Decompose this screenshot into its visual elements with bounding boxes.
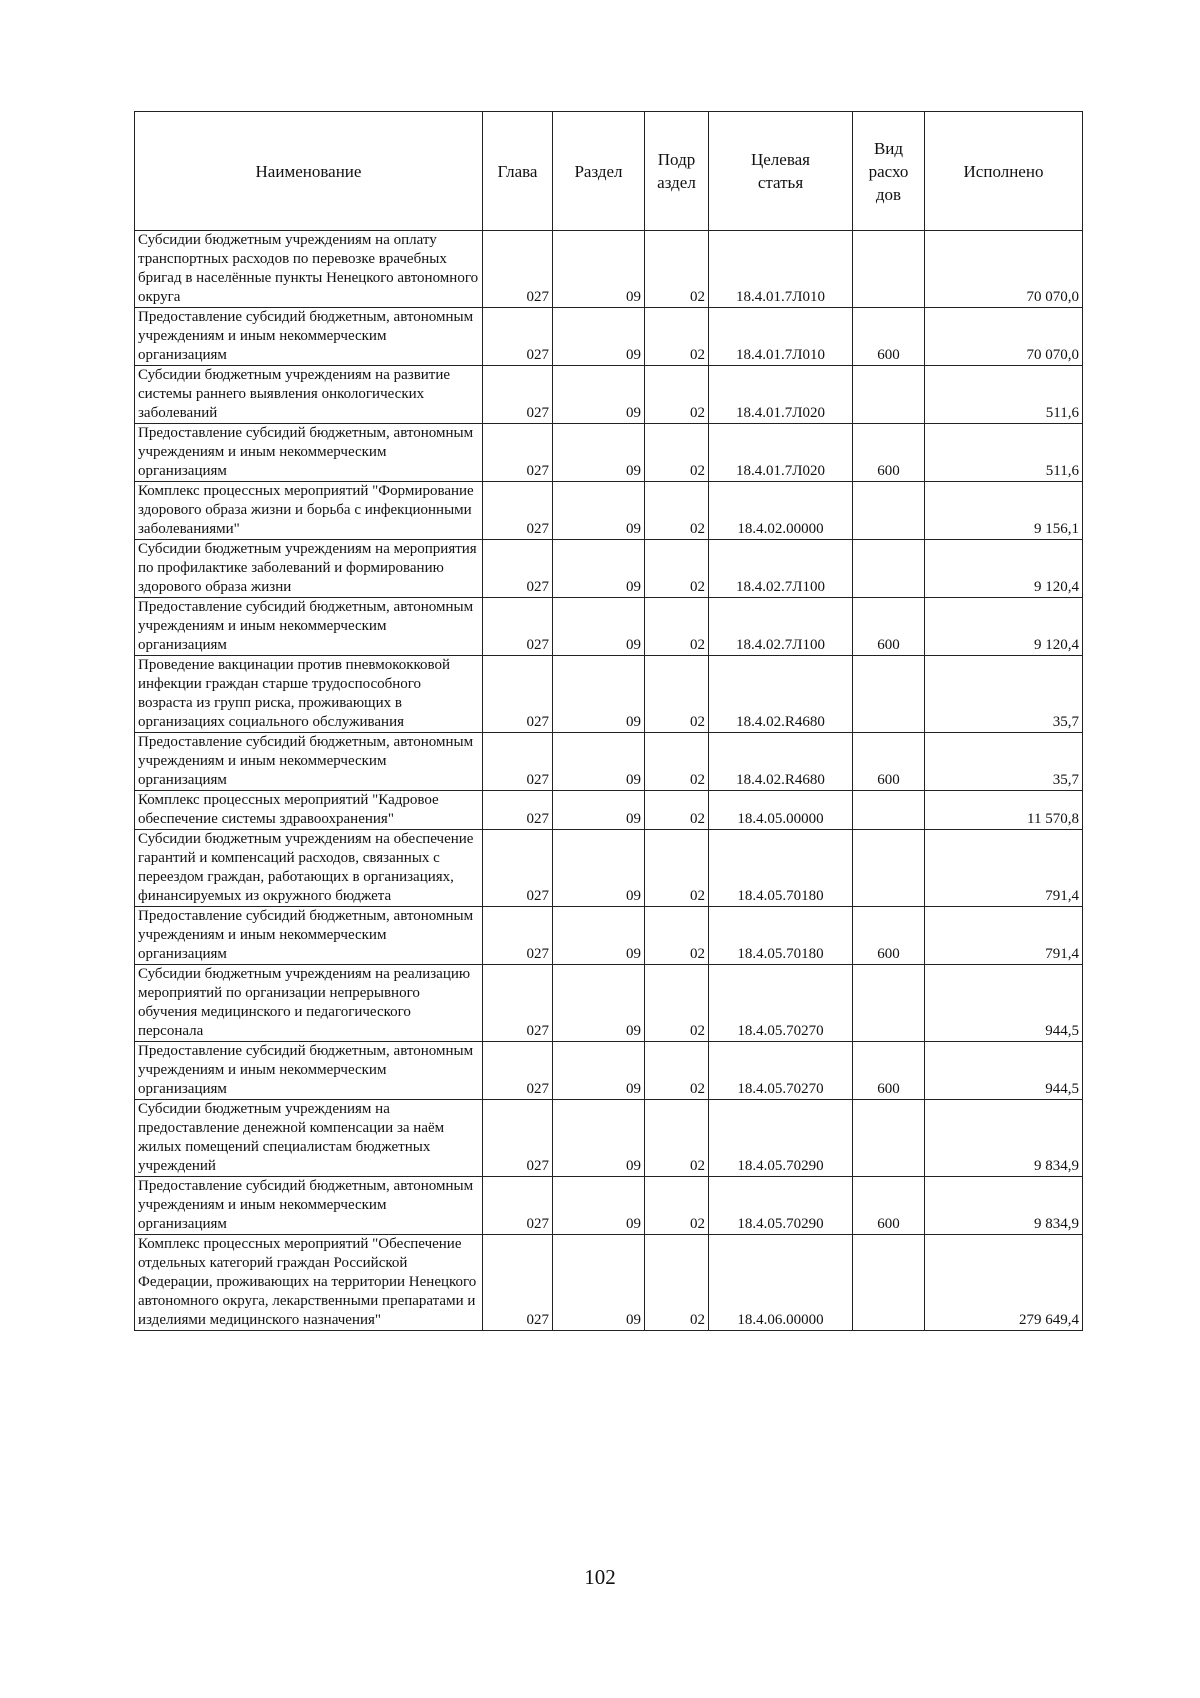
cell-section: 09 — [553, 1042, 645, 1100]
cell-name: Субсидии бюджетным учреждениям на предоставление денежной компенсации за наём жилых помещений специалистам бюджетных учреждений — [135, 1100, 483, 1177]
cell-chapter: 027 — [483, 830, 553, 907]
cell-executed: 511,6 — [925, 424, 1083, 482]
cell-kind — [853, 231, 925, 308]
cell-executed: 944,5 — [925, 1042, 1083, 1100]
cell-section: 09 — [553, 830, 645, 907]
cell-name: Субсидии бюджетным учреждениям на реализацию мероприятий по организации непрерывного обучения медицинского и педагогического персонала — [135, 965, 483, 1042]
header-target: Целевая статья — [709, 112, 853, 231]
page-number: 102 — [584, 1565, 616, 1589]
table-row — [135, 1042, 1083, 1100]
cell-chapter: 027 — [483, 791, 553, 830]
cell-chapter: 027 — [483, 598, 553, 656]
cell-chapter: 027 — [483, 540, 553, 598]
cell-kind: 600 — [853, 1177, 925, 1235]
cell-kind — [853, 965, 925, 1042]
cell-section: 09 — [553, 1235, 645, 1331]
table-row — [135, 424, 1083, 482]
cell-name: Предоставление субсидий бюджетным, автономным учреждениям и иным некоммерческим организациям — [135, 733, 483, 791]
table-row — [135, 656, 1083, 733]
cell-executed: 9 120,4 — [925, 598, 1083, 656]
cell-target: 18.4.05.70290 — [709, 1100, 853, 1177]
cell-section: 09 — [553, 482, 645, 540]
cell-target: 18.4.01.7Л020 — [709, 424, 853, 482]
cell-executed: 35,7 — [925, 733, 1083, 791]
cell-subsection: 02 — [645, 482, 709, 540]
table-row — [135, 907, 1083, 965]
cell-subsection: 02 — [645, 366, 709, 424]
budget-table — [134, 111, 1083, 1331]
table-row — [135, 482, 1083, 540]
cell-target: 18.4.02.R4680 — [709, 656, 853, 733]
cell-chapter: 027 — [483, 482, 553, 540]
cell-target: 18.4.05.70290 — [709, 1177, 853, 1235]
table-header-row — [135, 112, 1083, 231]
cell-executed: 944,5 — [925, 965, 1083, 1042]
table-row — [135, 366, 1083, 424]
table-row — [135, 540, 1083, 598]
cell-name: Предоставление субсидий бюджетным, автономным учреждениям и иным некоммерческим организациям — [135, 598, 483, 656]
cell-subsection: 02 — [645, 733, 709, 791]
cell-kind: 600 — [853, 598, 925, 656]
cell-executed: 791,4 — [925, 907, 1083, 965]
header-name: Наименование — [135, 112, 483, 231]
cell-target: 18.4.02.7Л100 — [709, 598, 853, 656]
cell-section: 09 — [553, 907, 645, 965]
cell-chapter: 027 — [483, 1235, 553, 1331]
cell-target: 18.4.05.70180 — [709, 830, 853, 907]
table-row — [135, 965, 1083, 1042]
cell-section: 09 — [553, 540, 645, 598]
cell-chapter: 027 — [483, 1100, 553, 1177]
cell-executed: 791,4 — [925, 830, 1083, 907]
table-row — [135, 1235, 1083, 1331]
cell-name: Комплекс процессных мероприятий "Формирование здорового образа жизни и борьба с инфекционными заболеваниями" — [135, 482, 483, 540]
cell-target: 18.4.05.00000 — [709, 791, 853, 830]
cell-kind: 600 — [853, 733, 925, 791]
cell-kind — [853, 830, 925, 907]
header-chapter: Глава — [483, 112, 553, 231]
cell-section: 09 — [553, 965, 645, 1042]
cell-target: 18.4.05.70270 — [709, 1042, 853, 1100]
cell-name: Субсидии бюджетным учреждениям на развитие системы раннего выявления онкологических заболеваний — [135, 366, 483, 424]
cell-section: 09 — [553, 656, 645, 733]
cell-executed: 70 070,0 — [925, 308, 1083, 366]
cell-target: 18.4.02.R4680 — [709, 733, 853, 791]
cell-name: Субсидии бюджетным учреждениям на мероприятия по профилактике заболеваний и формированию здорового образа жизни — [135, 540, 483, 598]
cell-name: Субсидии бюджетным учреждениям на обеспечение гарантий и компенсаций расходов, связанных с переездом граждан, работающих в организациях, финансируемых из окружного бюджета — [135, 830, 483, 907]
table-row — [135, 733, 1083, 791]
cell-chapter: 027 — [483, 1177, 553, 1235]
table-row — [135, 231, 1083, 308]
cell-subsection: 02 — [645, 1042, 709, 1100]
cell-executed: 35,7 — [925, 656, 1083, 733]
table-row — [135, 791, 1083, 830]
cell-chapter: 027 — [483, 424, 553, 482]
cell-kind: 600 — [853, 907, 925, 965]
cell-name: Предоставление субсидий бюджетным, автономным учреждениям и иным некоммерческим организациям — [135, 907, 483, 965]
cell-subsection: 02 — [645, 231, 709, 308]
cell-kind — [853, 791, 925, 830]
header-subsection: Подр аздел — [645, 112, 709, 231]
cell-target: 18.4.06.00000 — [709, 1235, 853, 1331]
cell-section: 09 — [553, 733, 645, 791]
cell-subsection: 02 — [645, 424, 709, 482]
table-row — [135, 598, 1083, 656]
cell-target: 18.4.02.7Л100 — [709, 540, 853, 598]
cell-section: 09 — [553, 366, 645, 424]
cell-subsection: 02 — [645, 1177, 709, 1235]
cell-chapter: 027 — [483, 366, 553, 424]
cell-name: Предоставление субсидий бюджетным, автономным учреждениям и иным некоммерческим организациям — [135, 308, 483, 366]
cell-subsection: 02 — [645, 540, 709, 598]
cell-section: 09 — [553, 308, 645, 366]
cell-chapter: 027 — [483, 308, 553, 366]
cell-kind — [853, 482, 925, 540]
cell-name: Предоставление субсидий бюджетным, автономным учреждениям и иным некоммерческим организациям — [135, 1177, 483, 1235]
cell-kind — [853, 656, 925, 733]
cell-executed: 279 649,4 — [925, 1235, 1083, 1331]
cell-target: 18.4.01.7Л010 — [709, 231, 853, 308]
cell-subsection: 02 — [645, 965, 709, 1042]
cell-kind — [853, 1235, 925, 1331]
cell-subsection: 02 — [645, 598, 709, 656]
table-row — [135, 830, 1083, 907]
cell-kind — [853, 1100, 925, 1177]
cell-subsection: 02 — [645, 830, 709, 907]
cell-executed: 511,6 — [925, 366, 1083, 424]
cell-target: 18.4.01.7Л010 — [709, 308, 853, 366]
cell-subsection: 02 — [645, 656, 709, 733]
cell-executed: 70 070,0 — [925, 231, 1083, 308]
table-body — [135, 231, 1083, 1331]
cell-subsection: 02 — [645, 1235, 709, 1331]
cell-kind: 600 — [853, 1042, 925, 1100]
cell-target: 18.4.05.70270 — [709, 965, 853, 1042]
cell-name: Проведение вакцинации против пневмококковой инфекции граждан старше трудоспособного возраста из групп риска, проживающих в организациях социального обслуживания — [135, 656, 483, 733]
header-kind: Вид расхо дов — [853, 112, 925, 231]
cell-name: Предоставление субсидий бюджетным, автономным учреждениям и иным некоммерческим организациям — [135, 424, 483, 482]
cell-name: Комплекс процессных мероприятий "Обеспечение отдельных категорий граждан Российской Федерации, проживающих на территории Ненецкого автономного округа, лекарственными препаратами и изделиями медицинского назначения" — [135, 1235, 483, 1331]
table-row — [135, 1177, 1083, 1235]
cell-executed: 9 834,9 — [925, 1177, 1083, 1235]
header-section: Раздел — [553, 112, 645, 231]
header-executed: Исполнено — [925, 112, 1083, 231]
cell-kind — [853, 366, 925, 424]
cell-chapter: 027 — [483, 656, 553, 733]
cell-section: 09 — [553, 598, 645, 656]
cell-subsection: 02 — [645, 1100, 709, 1177]
cell-section: 09 — [553, 231, 645, 308]
cell-name: Предоставление субсидий бюджетным, автономным учреждениям и иным некоммерческим организациям — [135, 1042, 483, 1100]
cell-subsection: 02 — [645, 907, 709, 965]
cell-chapter: 027 — [483, 231, 553, 308]
cell-executed: 11 570,8 — [925, 791, 1083, 830]
cell-chapter: 027 — [483, 907, 553, 965]
cell-target: 18.4.05.70180 — [709, 907, 853, 965]
table-row — [135, 308, 1083, 366]
cell-section: 09 — [553, 791, 645, 830]
cell-section: 09 — [553, 424, 645, 482]
cell-target: 18.4.02.00000 — [709, 482, 853, 540]
cell-section: 09 — [553, 1100, 645, 1177]
cell-chapter: 027 — [483, 1042, 553, 1100]
cell-kind: 600 — [853, 424, 925, 482]
cell-kind: 600 — [853, 308, 925, 366]
cell-executed: 9 156,1 — [925, 482, 1083, 540]
cell-chapter: 027 — [483, 965, 553, 1042]
cell-target: 18.4.01.7Л020 — [709, 366, 853, 424]
cell-executed: 9 120,4 — [925, 540, 1083, 598]
cell-chapter: 027 — [483, 733, 553, 791]
cell-kind — [853, 540, 925, 598]
cell-executed: 9 834,9 — [925, 1100, 1083, 1177]
table-row — [135, 1100, 1083, 1177]
cell-subsection: 02 — [645, 308, 709, 366]
cell-name: Комплекс процессных мероприятий "Кадровое обеспечение системы здравоохранения" — [135, 791, 483, 830]
cell-name: Субсидии бюджетным учреждениям на оплату транспортных расходов по перевозке врачебных бригад в населённые пункты Ненецкого автономного округа — [135, 231, 483, 308]
cell-section: 09 — [553, 1177, 645, 1235]
cell-subsection: 02 — [645, 791, 709, 830]
